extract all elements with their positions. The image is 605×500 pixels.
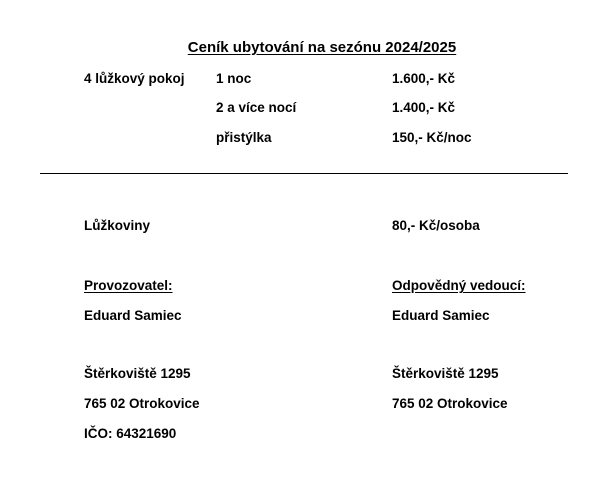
document-title: Ceník ubytování na sezónu 2024/2025 xyxy=(187,39,457,56)
operator-heading: Provozovatel: xyxy=(84,278,173,293)
pricing-row-price: 1.600,- Kč xyxy=(392,71,456,86)
pricing-row-label: přistýlka xyxy=(216,130,272,145)
pricing-row-price: 150,- Kč/noc xyxy=(392,130,472,145)
room-type-label: 4 lůžkový pokoj xyxy=(84,71,185,86)
manager-heading: Odpovědný vedoucí: xyxy=(392,278,526,293)
manager-city: 765 02 Otrokovice xyxy=(392,396,508,411)
linen-label: Lůžkoviny xyxy=(84,218,151,233)
pricing-row-label: 2 a více nocí xyxy=(216,100,297,115)
manager-street: Štěrkoviště 1295 xyxy=(392,366,499,381)
manager-name: Eduard Samiec xyxy=(392,308,490,323)
pricing-row-label: 1 noc xyxy=(216,71,252,86)
section-divider xyxy=(40,173,568,174)
linen-price: 80,- Kč/osoba xyxy=(392,218,480,233)
operator-street: Štěrkoviště 1295 xyxy=(84,366,191,381)
pricing-row-price: 1.400,- Kč xyxy=(392,100,456,115)
operator-ico: IČO: 64321690 xyxy=(84,426,177,441)
operator-city: 765 02 Otrokovice xyxy=(84,396,200,411)
operator-name: Eduard Samiec xyxy=(84,308,182,323)
